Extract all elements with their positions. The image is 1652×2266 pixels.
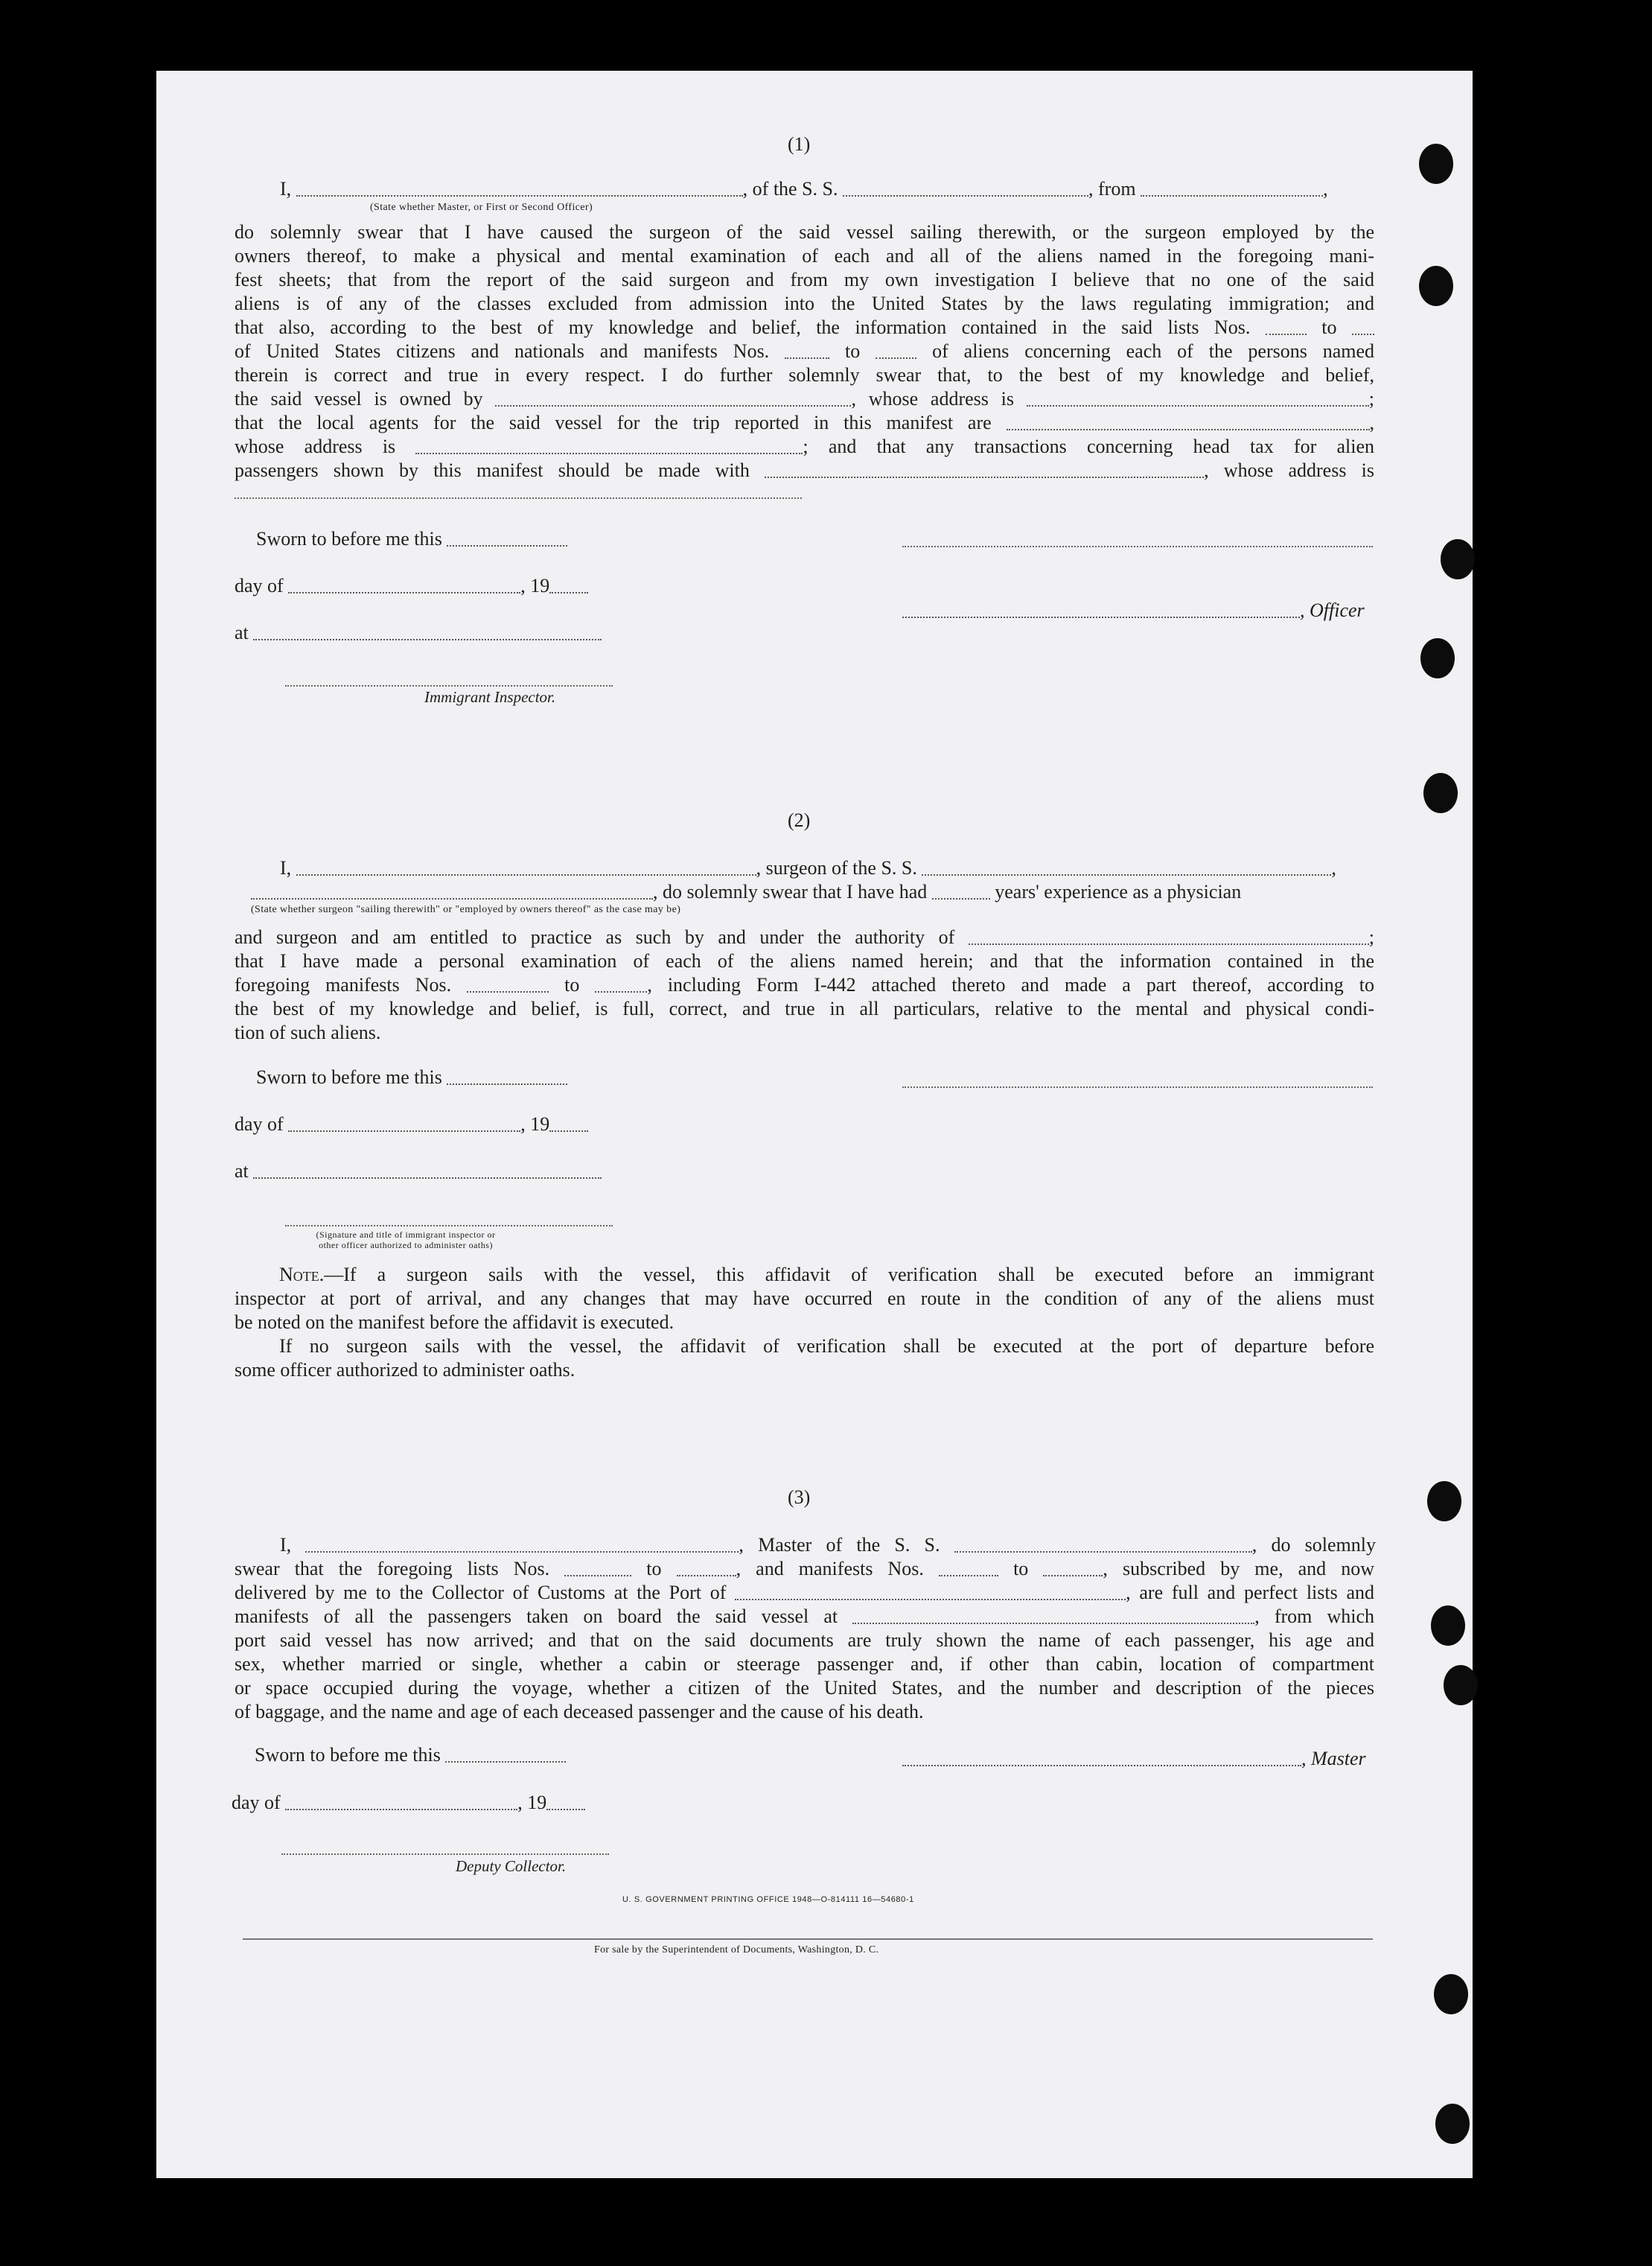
s1-title-note: (State whether Master, or First or Second Officer) <box>370 202 593 213</box>
s1-text-line: aliens is of any of the classes excluded from admission into the United States by the laws regulating immigration; and <box>235 293 1374 314</box>
s1-agents-field[interactable] <box>1007 429 1370 430</box>
s1-headtax-line: passengers shown by this manifest should be made with , whose address is <box>235 459 1375 481</box>
s1-lists-to-field[interactable] <box>1352 334 1374 335</box>
s1-agent-address-line: whose address is ; and that any transactions concerning head tax for alien <box>235 436 1374 457</box>
s3-master-field[interactable] <box>305 1551 739 1553</box>
s2-manifests-to-field[interactable] <box>595 991 647 993</box>
s1-declarant-line: I, , of the S. S. , from , <box>280 178 1328 200</box>
s3-sworn: Sworn to before me this <box>255 1743 566 1767</box>
s3-month-field[interactable] <box>285 1809 517 1810</box>
s2-note-line: If no surgeon sails with the vessel, the affidavit of verification shall be executed at the port of departure before <box>279 1335 1374 1357</box>
s3-master-signature-line: , Master <box>902 1747 1366 1771</box>
s3-lists-to-field[interactable] <box>677 1575 736 1576</box>
s2-experience-line: , do solemnly swear that I have had years' experience as a physician <box>251 880 1241 904</box>
s1-owner-field[interactable] <box>495 405 851 407</box>
punch-hole <box>1419 266 1453 306</box>
section-3-number: (3) <box>788 1486 811 1508</box>
s1-lists-line: that also, according to the best of my knowledge and belief, the information contained in the said lists Nos. to <box>235 316 1374 340</box>
punch-hole <box>1420 638 1455 678</box>
s3-text-line: sex, whether married or single, whether a cabin or steerage passenger and, if other than cabin, location of compartment <box>235 1653 1374 1675</box>
s2-note-line: Note.—If a surgeon sails with the vessel, this affidavit of verification shall be executed before an immigrant <box>279 1264 1374 1285</box>
s2-month-field[interactable] <box>288 1130 520 1132</box>
s2-surgeon-field[interactable] <box>296 874 756 876</box>
s1-vessel-name-field[interactable] <box>843 195 1088 197</box>
s2-type-note: (State whether surgeon "sailing therewith" or "employed by owners thereof" as the case may be) <box>251 904 681 915</box>
s2-day-of: day of , 19 <box>235 1113 588 1136</box>
s1-year-field[interactable] <box>549 592 588 593</box>
s3-year-field[interactable] <box>546 1809 585 1810</box>
s1-agents-line: that the local agents for the said vessel for the trip reported in this manifest are , <box>235 412 1375 433</box>
s2-text-line: that I have made a personal examination of each of the aliens named herein; and that the information contained in the <box>235 950 1374 972</box>
s2-note-line: some officer authorized to administer oaths. <box>235 1359 575 1381</box>
s3-collector-label: Deputy Collector. <box>456 1857 567 1875</box>
s1-sworn-day-field[interactable] <box>447 545 567 547</box>
punch-hole <box>1431 1605 1465 1646</box>
s3-customs-port-field[interactable] <box>735 1599 1126 1600</box>
s3-declarant-line: I, , Master of the S. S. , do solemnly <box>280 1534 1376 1556</box>
s3-lists-from-field[interactable] <box>564 1575 631 1576</box>
s1-i: I, <box>280 178 292 200</box>
punch-hole <box>1435 2104 1470 2144</box>
s3-boarding-line: manifests of all the passengers taken on board the said vessel at , from which <box>235 1605 1374 1627</box>
s1-manifests-line: of United States citizens and nationals and manifests Nos. to of aliens concerning each of the persons named <box>235 340 1375 362</box>
s1-agent-address-field[interactable] <box>415 453 803 454</box>
s2-year-field[interactable] <box>549 1130 588 1132</box>
s2-authority-field[interactable] <box>969 943 1369 945</box>
s1-headtax-party-field[interactable] <box>765 477 1204 478</box>
s2-note-line: be noted on the manifest before the affidavit is executed. <box>235 1311 674 1333</box>
s3-day-of: day of , 19 <box>232 1791 585 1815</box>
s2-at-place-field[interactable] <box>253 1177 602 1179</box>
s1-owner-address-field[interactable] <box>1027 405 1369 407</box>
s3-text-line: of baggage, and the name and age of each deceased passenger and the cause of his death. <box>235 1701 924 1722</box>
s1-owner-line: the said vessel is owned by , whose address is ; <box>235 388 1374 410</box>
punch-hole <box>1444 1665 1478 1705</box>
s1-manifests-from-field[interactable] <box>785 357 829 359</box>
s1-inspector-label: Immigrant Inspector. <box>424 688 556 706</box>
s2-manifests-from-field[interactable] <box>467 991 549 993</box>
s2-at: at <box>235 1159 602 1183</box>
s3-lists-line: swear that the foregoing lists Nos. to , and manifests Nos. to , subscribed by me, and now <box>235 1558 1375 1579</box>
s1-officer-title-field[interactable] <box>296 195 743 197</box>
s1-text-line: fest sheets; that from the report of the said surgeon and from my own investigation I believe that no one of the said <box>235 269 1374 290</box>
s3-collector-signature-field[interactable] <box>281 1853 609 1855</box>
sale-line: For sale by the Superintendent of Documents, Washington, D. C. <box>594 1944 879 1955</box>
s1-day-of: day of , 19 <box>235 574 588 598</box>
s2-text-line: the best of my knowledge and belief, is full, correct, and true in all particulars, relative to the mental and physical condi- <box>235 998 1374 1019</box>
punch-hole <box>1441 539 1475 579</box>
footer-rule <box>243 1938 1373 1940</box>
s2-sig-caption: (Signature and title of immigrant inspector or other officer authorized to administer oaths) <box>316 1229 496 1250</box>
s1-manifests-to-field[interactable] <box>876 357 916 359</box>
section-2-number: (2) <box>788 809 811 831</box>
s1-text-line: therein is correct and true in every respect. I do further solemnly swear that, to the best of my knowledge and belief, <box>235 364 1374 386</box>
s2-manifests-line: foregoing manifests Nos. to , including Form I-442 attached thereto and made a part thereof, according to <box>235 974 1375 996</box>
s3-text-line: or space occupied during the voyage, whether a citizen of the United States, and the number and description of the pieces <box>235 1677 1374 1699</box>
s1-signature-field[interactable] <box>902 546 1373 547</box>
s1-text-line: do solemnly swear that I have caused the surgeon of the said vessel sailing therewith, or the surgeon employed by the <box>235 221 1374 243</box>
s1-headtax-address-field[interactable] <box>235 497 802 499</box>
s2-declarant-line: I, , surgeon of the S. S. , <box>280 857 1336 879</box>
punch-hole <box>1419 144 1453 184</box>
s2-years-field[interactable] <box>932 898 990 900</box>
s1-from-port-field[interactable] <box>1141 195 1323 197</box>
s1-sworn: Sworn to before me this <box>256 527 567 551</box>
punch-hole <box>1427 1481 1461 1521</box>
punch-hole <box>1423 773 1458 813</box>
s3-manifests-to-field[interactable] <box>1043 1575 1103 1576</box>
s1-lists-from-field[interactable] <box>1266 334 1307 335</box>
s2-sworn-day-field[interactable] <box>447 1083 567 1085</box>
s3-sworn-day-field[interactable] <box>445 1761 566 1763</box>
printing-office-line: U. S. GOVERNMENT PRINTING OFFICE 1948—O-814111 16—54680-1 <box>622 1895 914 1904</box>
s1-inspector-signature-field[interactable] <box>285 685 613 687</box>
s1-officer-field[interactable] <box>902 617 1300 618</box>
section-1-number: (1) <box>788 133 811 155</box>
s3-vessel-name-field[interactable] <box>954 1551 1252 1553</box>
s2-sworn: Sworn to before me this <box>256 1066 567 1089</box>
punch-hole <box>1434 1974 1468 2014</box>
s1-at: at <box>235 621 602 645</box>
s2-signature-field[interactable] <box>902 1086 1373 1088</box>
s3-master-signature-field[interactable] <box>902 1765 1301 1766</box>
s2-vessel-name-field[interactable] <box>922 874 1331 876</box>
s1-text-line: owners thereof, to make a physical and mental examination of each and all of the aliens named in the foregoing mani- <box>235 245 1374 267</box>
s3-text-line: port said vessel has now arrived; and that on the said documents are truly shown the name of each passenger, his age and <box>235 1629 1374 1651</box>
s3-boarding-port-field[interactable] <box>852 1623 1254 1624</box>
s3-port-line: delivered by me to the Collector of Customs at the Port of , are full and perfect lists and <box>235 1582 1374 1603</box>
s2-witness-signature-field[interactable] <box>285 1225 613 1226</box>
s2-surgeon-type-field[interactable] <box>251 898 653 900</box>
s2-text-line: tion of such aliens. <box>235 1022 381 1043</box>
s1-officer-line: , Officer <box>902 599 1365 623</box>
s1-at-place-field[interactable] <box>253 639 602 640</box>
s2-note-line: inspector at port of arrival, and any changes that may have occurred en route in the condition of any of the aliens must <box>235 1288 1374 1309</box>
s2-authority-line: and surgeon and am entitled to practice as such by and under the authority of ; <box>235 926 1374 948</box>
s3-manifests-from-field[interactable] <box>939 1575 998 1576</box>
s1-month-field[interactable] <box>288 592 520 593</box>
